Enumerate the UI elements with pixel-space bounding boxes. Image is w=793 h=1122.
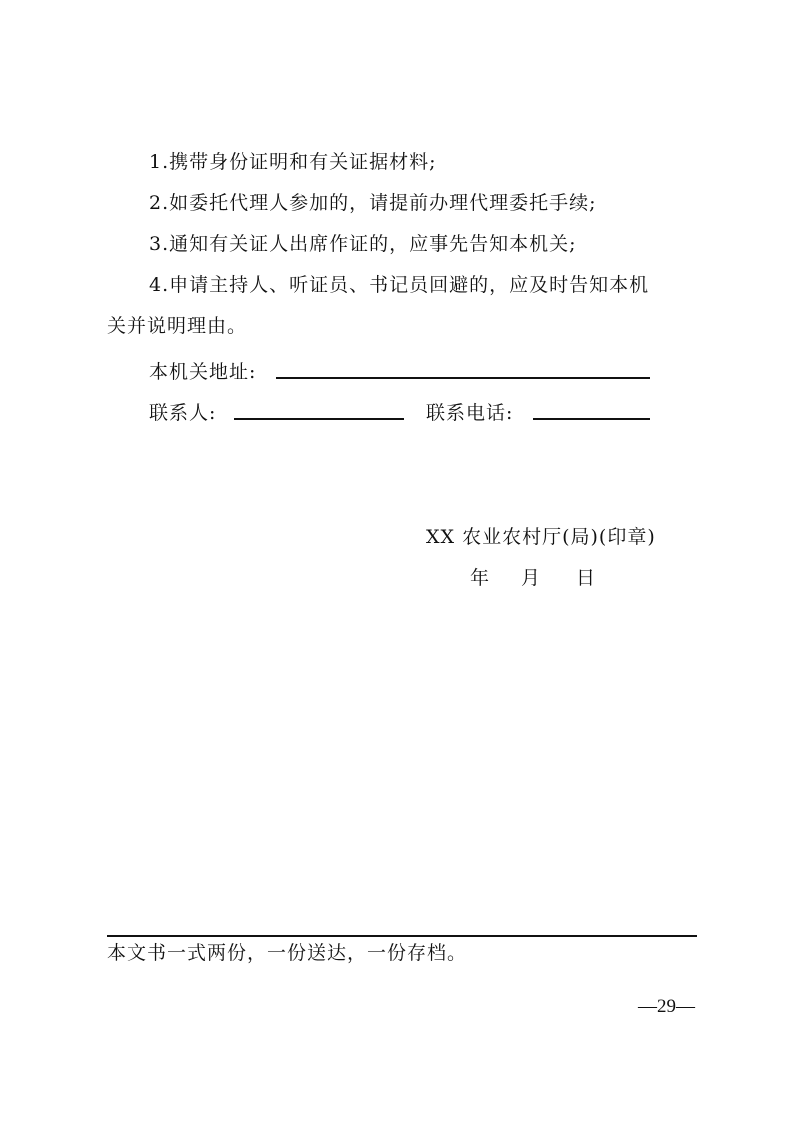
- contact-phone-label: 联系电话:: [426, 402, 514, 424]
- page-number: —29—: [638, 996, 695, 1017]
- contact-person-blank: [234, 418, 404, 420]
- note-4-line-1: 4.申请主持人、听证员、书记员回避的，应及时告知本机: [149, 274, 650, 296]
- date-day: 日: [576, 567, 596, 589]
- address-label: 本机关地址:: [149, 361, 257, 383]
- issuer-seal-line: XX 农业农村厅(局)(印章): [426, 526, 656, 548]
- note-2: 2.如委托代理人参加的，请提前办理代理委托手续;: [149, 192, 597, 214]
- note-3: 3.通知有关证人出席作证的，应事先告知本机关;: [149, 233, 577, 255]
- date-year: 年: [470, 567, 490, 589]
- address-blank: [276, 377, 650, 379]
- note-4-line-2: 关并说明理由。: [107, 315, 248, 337]
- contact-phone-blank: [533, 418, 650, 420]
- date-month: 月: [521, 567, 541, 589]
- contact-person-label: 联系人:: [149, 402, 217, 424]
- distribution-note: 本文书一式两份，一份送达，一份存档。: [107, 942, 468, 964]
- footer-divider: [107, 935, 697, 937]
- note-1: 1.携带身份证明和有关证据材料;: [149, 151, 437, 173]
